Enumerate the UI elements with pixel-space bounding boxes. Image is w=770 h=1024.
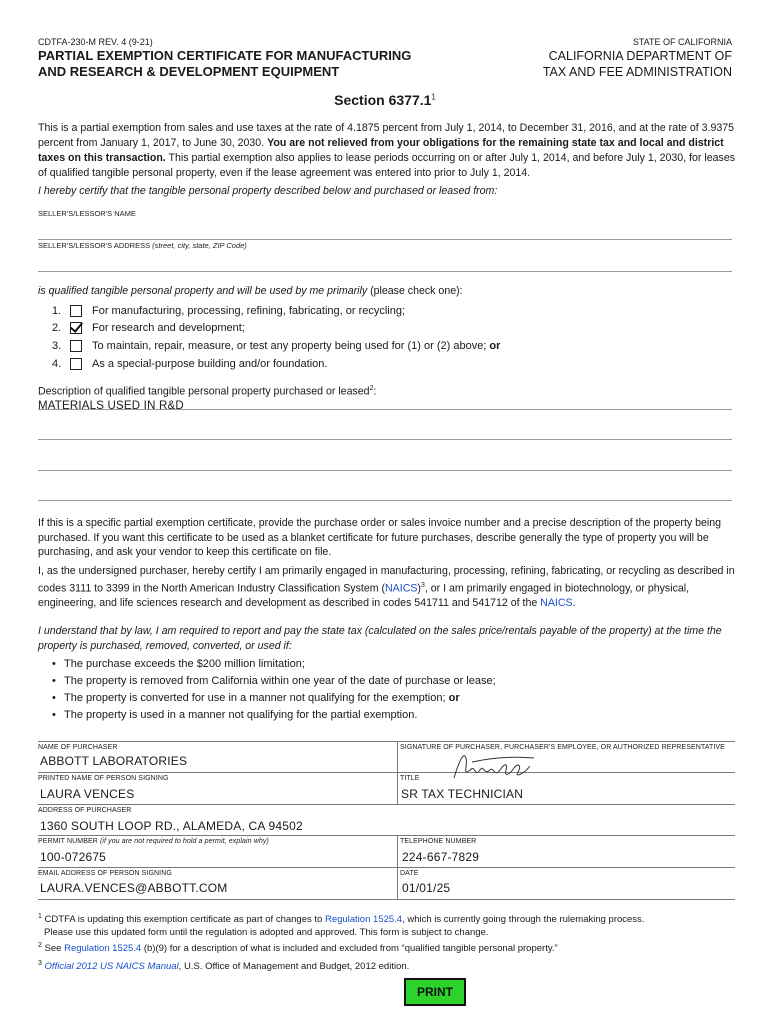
intro-bold-text: You are not relieved from your obligations for the remaining state tax and local and district taxes on this transaction. bbox=[38, 137, 724, 164]
option-2-checkbox[interactable] bbox=[70, 322, 82, 334]
date-label: DATE bbox=[400, 870, 419, 877]
telephone-value[interactable]: 224-667-7829 bbox=[402, 850, 480, 864]
option-3-checkbox[interactable] bbox=[70, 340, 82, 352]
naics-manual-link[interactable]: Official 2012 US NAICS Manual bbox=[44, 961, 179, 973]
qualified-lead-plain: (please check one): bbox=[367, 285, 463, 297]
naics-footnote-ref: 3 bbox=[420, 581, 425, 589]
intro-paragraph bbox=[38, 121, 735, 181]
purchaser-name-label: NAME OF PURCHASER bbox=[38, 744, 118, 751]
qualified-lead bbox=[38, 284, 735, 299]
certify-statement: I hereby certify that the tangible personal property described below and purchased or leased from: bbox=[38, 185, 498, 197]
option-3-or: or bbox=[489, 340, 501, 352]
bullet-1: • The purchase exceeds the $200 million limitation; bbox=[52, 658, 305, 670]
bullet-4-text: The property is used in a manner not qualifying for the partial exemption. bbox=[64, 709, 418, 721]
option-4-checkbox[interactable] bbox=[70, 358, 82, 370]
option-1-label: For manufacturing, processing, refining, fabricating, or recycling; bbox=[92, 305, 406, 317]
form-code: CDTFA-230-M REV. 4 (9-21) bbox=[38, 37, 153, 47]
regulation-link-2[interactable]: Regulation 1525.4 bbox=[64, 943, 142, 955]
permit-number-label bbox=[38, 838, 269, 845]
form-title bbox=[38, 48, 458, 80]
permit-number-label-text: PERMIT NUMBER bbox=[38, 838, 98, 845]
printed-name-label: PRINTED NAME OF PERSON SIGNING bbox=[38, 775, 169, 782]
telephone-label: TELEPHONE NUMBER bbox=[400, 838, 477, 845]
purchaser-name-value[interactable]: ABBOTT LABORATORIES bbox=[40, 754, 188, 768]
email-value[interactable]: LAURA.VENCES@ABBOTT.COM bbox=[40, 881, 228, 895]
date-value[interactable]: 01/01/25 bbox=[402, 881, 451, 895]
option-2-label: For research and development; bbox=[92, 322, 245, 334]
table-row-divider-1 bbox=[38, 772, 735, 773]
title-label: TITLE bbox=[400, 775, 420, 782]
email-label: EMAIL ADDRESS OF PERSON SIGNING bbox=[38, 870, 172, 877]
option-3-row bbox=[52, 339, 500, 353]
description-line-1 bbox=[38, 409, 732, 410]
section-footnote-ref: 1 bbox=[431, 92, 436, 102]
footnote-1-text-tail: , which is currently going through the rulemaking process. bbox=[402, 914, 645, 926]
option-3-label: To maintain, repair, measure, or test any property being used for (1) or (2) above; bbox=[92, 340, 490, 352]
description-footnote-ref: 2 bbox=[369, 385, 374, 392]
footnote-3 bbox=[38, 957, 735, 973]
footnote-1-line2: Please use this updated form until the regulation is adopted and approved. This form is subject to change. bbox=[44, 927, 489, 939]
department-line1: CALIFORNIA DEPARTMENT OF bbox=[548, 49, 732, 63]
footnote-2-number: 2 bbox=[38, 942, 42, 949]
undersigned-text-3: . bbox=[572, 596, 576, 609]
table-col-divider-bottom bbox=[397, 835, 398, 899]
option-4-label: As a special-purpose building and/or foundation. bbox=[92, 358, 328, 370]
naics-link-1[interactable]: NAICS bbox=[385, 582, 418, 595]
footnote-1-text: CDTFA is updating this exemption certificate as part of changes to bbox=[44, 914, 325, 926]
table-top-border bbox=[38, 741, 735, 742]
description-label-colon: : bbox=[373, 385, 377, 398]
specific-certificate-paragraph: If this is a specific partial exemption certificate, provide the purchase order or sales invoice number and a precise description of the property being purchased. If you want this certificate to be used as a blanket certificate for future purchases, describe generally the type of property you will be purchasing, and ask your vendor to keep this certificate on file. bbox=[38, 517, 722, 558]
title-value[interactable]: SR TAX TECHNICIAN bbox=[401, 787, 524, 801]
seller-address-field[interactable] bbox=[38, 271, 732, 272]
bullet-2: • The property is removed from California within one year of the date of purchase or lease; bbox=[52, 675, 496, 687]
footnote-2-text: See bbox=[44, 943, 65, 955]
option-4-number: 4. bbox=[52, 358, 62, 370]
print-button[interactable]: PRINT bbox=[404, 978, 466, 1006]
intro-text-1: This is a partial exemption from sales and use taxes at the rate of 4.1875 percent from July 1, 2014, to December 31, 2016, and at the rate of 3.9375 percent from January 1, 2017, to June 30, 2030. bbox=[38, 122, 735, 149]
description-label-text: Description of qualified tangible personal property purchased or leased bbox=[38, 385, 370, 398]
description-line-3[interactable] bbox=[38, 470, 732, 471]
permit-number-value[interactable]: 100-072675 bbox=[40, 850, 107, 864]
description-label bbox=[38, 381, 735, 400]
department-name bbox=[543, 48, 732, 80]
option-1-checkbox[interactable] bbox=[70, 305, 82, 317]
table-row-divider-4 bbox=[38, 867, 735, 868]
table-col-divider-top bbox=[397, 741, 398, 804]
option-4-row bbox=[52, 357, 327, 371]
option-1-number: 1. bbox=[52, 305, 62, 317]
description-line-4[interactable] bbox=[38, 500, 732, 501]
option-2-row bbox=[52, 321, 245, 335]
permit-number-hint: (if you are not required to hold a permit, explain why) bbox=[99, 838, 269, 845]
purchaser-info-table bbox=[38, 741, 735, 899]
table-row-divider-2 bbox=[38, 804, 735, 805]
printed-name-value[interactable]: LAURA VENCES bbox=[40, 787, 135, 801]
undersigned-text-2: , or I am primarily engaged in biotechnology, or physical, engineering, and life sciences research and development as described in codes 541711 and 541712 of the bbox=[38, 582, 690, 609]
footnote-2 bbox=[38, 939, 735, 955]
option-1-row bbox=[52, 304, 405, 318]
form-title-line2: AND RESEARCH & DEVELOPMENT EQUIPMENT bbox=[38, 64, 340, 79]
purchaser-address-label: ADDRESS OF PURCHASER bbox=[38, 807, 132, 814]
department-line2: TAX AND FEE ADMINISTRATION bbox=[542, 65, 732, 79]
table-row-divider-3 bbox=[38, 835, 735, 836]
description-line-2[interactable] bbox=[38, 439, 732, 440]
naics-link-2[interactable]: NAICS bbox=[540, 596, 573, 609]
footnote-1-number: 1 bbox=[38, 913, 42, 920]
form-title-line1: PARTIAL EXEMPTION CERTIFICATE FOR MANUFACTURING bbox=[38, 48, 412, 63]
seller-address-label-text: SELLER'S/LESSOR'S ADDRESS bbox=[38, 241, 151, 250]
footnote-2-text-tail: (b)(9) for a description of what is included and excluded from “qualified tangible personal property.” bbox=[141, 943, 558, 955]
undersigned-text-1: I, as the undersigned purchaser, hereby certify I am primarily engaged in manufacturing, processing, refining, fabricating, or recycling as described in codes 3111 to 3399 in the North American Industry Classification System ( bbox=[38, 565, 735, 595]
footnote-3-number: 3 bbox=[38, 960, 42, 967]
handwritten-signature[interactable] bbox=[450, 748, 540, 784]
section-title bbox=[0, 92, 770, 108]
seller-name-label: SELLER'S/LESSOR'S NAME bbox=[38, 209, 136, 218]
regulation-link-1[interactable]: Regulation 1525.4 bbox=[324, 914, 403, 926]
option-2-number: 2. bbox=[52, 322, 62, 334]
footnote-3-text-tail: , U.S. Office of Management and Budget, 2012 edition. bbox=[178, 961, 410, 973]
table-bottom-border bbox=[38, 899, 735, 900]
state-label: STATE OF CALIFORNIA bbox=[632, 37, 732, 47]
bullet-3: • The property is converted for use in a manner not qualifying for the exemption; or bbox=[52, 692, 460, 704]
bullet-4: • The property is used in a manner not qualifying for the partial exemption. bbox=[52, 709, 418, 721]
option-3-number: 3. bbox=[52, 340, 62, 352]
bullet-3-or: or bbox=[448, 692, 460, 704]
description-value[interactable]: MATERIALS USED IN R&D bbox=[38, 400, 184, 412]
seller-address-label bbox=[38, 241, 247, 250]
bullet-2-text: The property is removed from California within one year of the date of purchase or lease; bbox=[64, 675, 496, 687]
undersigned-paragraph: I, as the undersigned purchaser, hereby certify I am primarily engaged in manufacturing, processing, refining, fabricating, or recycling as described in codes 3111 to 3399 in the North American Industry Classification System (NAICS)$^3$, or I am primarily engaged in biotechnology, or physical, engineering, and life sciences research and development as described in codes 541711 and 541712 of the NAICS. bbox=[38, 565, 735, 609]
seller-name-field[interactable] bbox=[38, 239, 732, 240]
signature-label: SIGNATURE OF PURCHASER, PURCHASER'S EMPLOYEE, OR AUTHORIZED REPRESENTATIVE bbox=[400, 744, 725, 751]
qualified-lead-italic: is qualified tangible personal property and will be used by me primarily bbox=[38, 285, 368, 297]
bullet-1-text: The purchase exceeds the $200 million limitation; bbox=[64, 658, 305, 670]
bullet-3-text: The property is converted for use in a manner not qualifying for the exemption; bbox=[64, 692, 449, 704]
intro-text-2: This partial exemption also applies to lease periods occurring on or after July 1, 2014, and before July 1, 2030, for leases of qualified tangible personal property, even if the lease agreement was entered into prior to July 1, 2014. bbox=[38, 152, 736, 179]
purchaser-address-value[interactable]: 1360 SOUTH LOOP RD., ALAMEDA, CA 94502 bbox=[40, 819, 303, 833]
section-title-text: Section 6377.1 bbox=[334, 92, 432, 108]
understand-paragraph: I understand that by law, I am required to report and pay the state tax (calculated on the sales price/rentals payable of the property) at the time the property is purchased, removed, converted, or used if: bbox=[38, 625, 722, 652]
seller-address-hint: (street, city, state, ZIP Code) bbox=[152, 241, 247, 250]
footnote-1 bbox=[38, 910, 735, 939]
